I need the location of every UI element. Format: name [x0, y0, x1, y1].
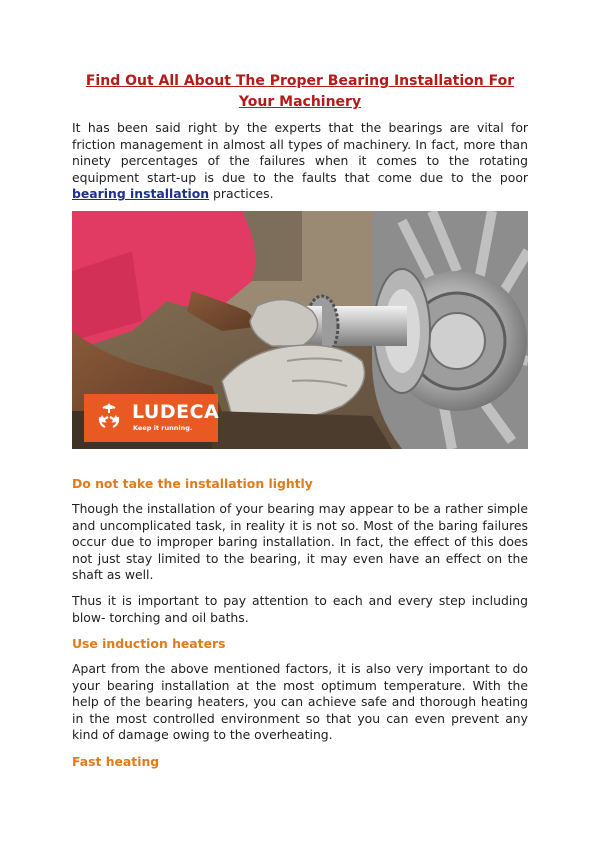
intro-text-after-link: practices. — [209, 186, 274, 202]
section-paragraph: Though the installation of your bearing may appear to be a rather simple and uncomplicated task, in reality it is not so. Most of the baring failures occur due to improper baring installation. In fact, the effect of this does not just stay limited to the bearing, it may even have an effect on the shaft as well. — [72, 501, 528, 583]
section-heading: Fast heating — [72, 754, 160, 769]
section-heading: Use induction heaters — [72, 636, 226, 651]
section-heading: Do not take the installation lightly — [72, 476, 313, 491]
logo-name: LUDECA — [132, 401, 220, 423]
bearing-installation-link[interactable]: bearing installation — [72, 186, 210, 202]
bearing-installation-photo — [72, 211, 528, 449]
section-paragraph: Thus it is important to pay attention to each and every step including blow- torching and oil baths. — [72, 593, 528, 625]
intro-text-before-link: It has been said right by the experts that the bearings are vital for friction management in almost all types of machinery. In fact, more than ninety percentages of the failures when it comes to the rotating equipment start-up is due to the faults that come due to the poor — [72, 120, 528, 185]
recycle-arrows-icon — [94, 400, 124, 430]
article-title: Find Out All About The Proper Bearing Installation For Your Machinery — [85, 73, 515, 110]
ludeca-logo — [84, 394, 218, 442]
logo-tagline: Keep it running. — [133, 424, 193, 432]
section-paragraph: Apart from the above mentioned factors, it is also very important to do your bearing installation at the most optimum temperature. With the help of the bearing heaters, you can achieve safe and thorough heating in the most controlled environment so that you can even prevent any kind of damage owing to the overheating. — [72, 661, 528, 743]
intro-paragraph — [72, 120, 528, 203]
